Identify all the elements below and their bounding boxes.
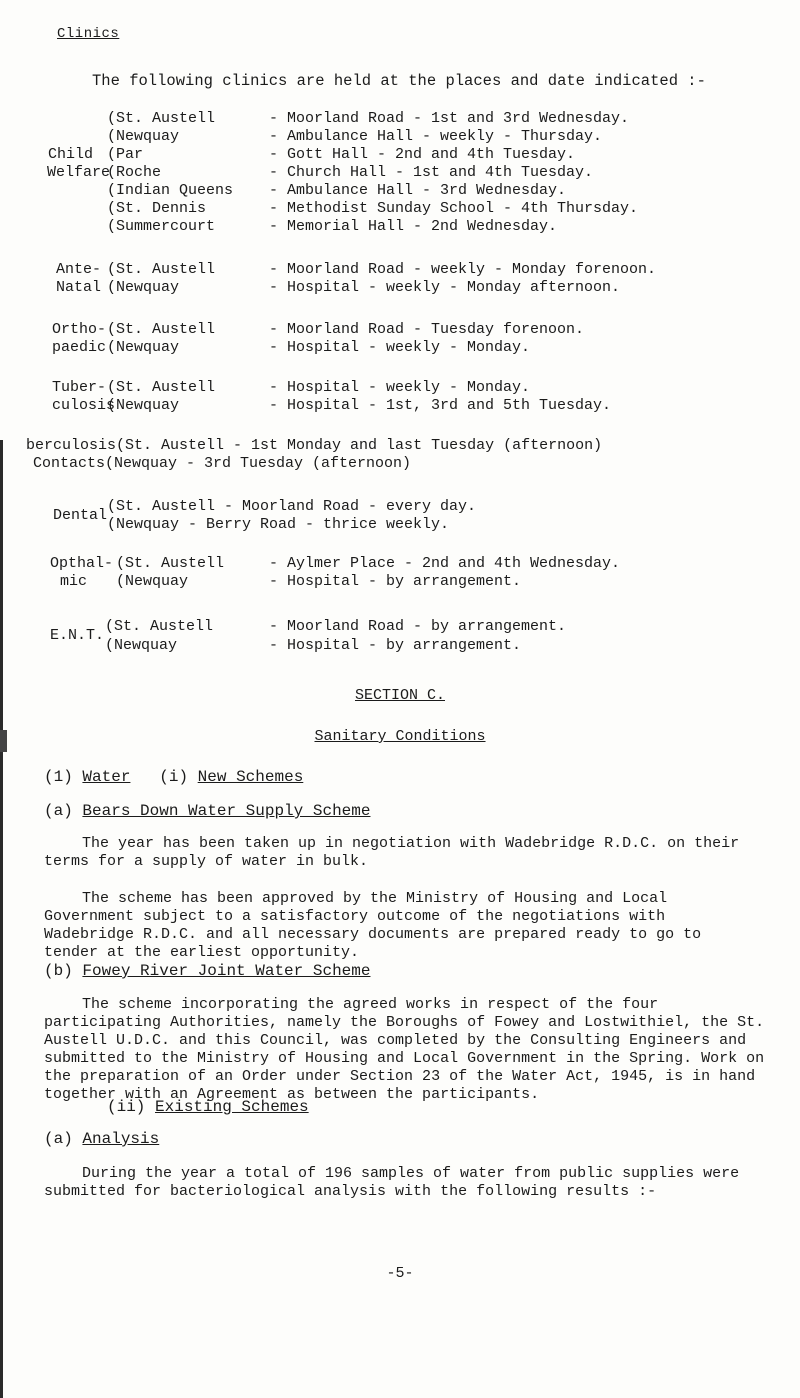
- clinic-row: (Summercourt - Memorial Hall - 2nd Wednesday.: [107, 218, 558, 235]
- intro-text: The following clinics are held at the places and date indicated :-: [92, 72, 706, 90]
- clinic-row: (Newquay - Ambulance Hall - weekly - Thursday.: [107, 128, 603, 145]
- section-subtitle: Sanitary Conditions: [314, 728, 486, 745]
- page-header: Clinics: [57, 26, 120, 42]
- contacts-line-1: berculosis(St. Austell - 1st Monday and last Tuesday (afternoon): [26, 437, 603, 454]
- clinic-row: (St. Austell - Moorland Road - Tuesday forenoon.: [107, 321, 585, 338]
- contacts-line-2: Contacts(Newquay - 3rd Tuesday (afternoon): [33, 455, 412, 472]
- clinic-row: (St. Austell - Moorland Road - by arrangement.: [105, 618, 567, 635]
- analysis-paragraph: During the year a total of 196 samples of water from public supplies were submitted for bacteriological analysis with the following results :-: [44, 1165, 740, 1200]
- clinic-row: (St. Dennis - Methodist Sunday School - 4th Thursday.: [107, 200, 639, 217]
- scheme-a-heading: (a) Bears Down Water Supply Scheme: [44, 802, 371, 820]
- clinic-row: (Par - Gott Hall - 2nd and 4th Tuesday.: [107, 146, 576, 163]
- group-label: Natal: [56, 279, 102, 296]
- group-label: Tuber-: [52, 379, 107, 396]
- scheme-b-paragraph: The scheme incorporating the agreed works in respect of the four participating Authorities, namely the Boroughs of Fowey and Lostwithiel, the St. Austell U.D.C. and this Council, was completed by the Consulting Engineers and submitted to the Ministry of Housing and Local Government in the Spring. Work on the preparation of an Order under Section 23 of the Water Act, 1945, is in hand together with an Agreement as between the participants.: [44, 996, 765, 1103]
- clinic-row: (Roche - Church Hall - 1st and 4th Tuesday.: [107, 164, 594, 181]
- clinic-row: (St. Austell - Moorland Road - 1st and 3rd Wednesday.: [107, 110, 630, 127]
- clinic-row: (St. Austell - Hospital - weekly - Monday.: [107, 379, 531, 396]
- clinic-row: (Newquay - Berry Road - thrice weekly.: [107, 516, 450, 533]
- group-label: Welfare: [47, 164, 111, 181]
- group-label: mic: [60, 573, 88, 590]
- clinic-row: (Newquay - Hospital - weekly - Monday afternoon.: [107, 279, 621, 296]
- group-label: Child: [48, 146, 94, 163]
- clinic-row: (Indian Queens - Ambulance Hall - 3rd Wednesday.: [107, 182, 567, 199]
- group-label: culosis: [52, 397, 116, 414]
- clinic-row: (Newquay - Hospital - weekly - Monday.: [107, 339, 531, 356]
- existing-schemes-heading: (ii) Existing Schemes: [107, 1098, 309, 1116]
- scheme-a-paragraph-1: The year has been taken up in negotiation with Wadebridge R.D.C. on their terms for a supply of water in bulk.: [44, 835, 740, 870]
- scheme-a-paragraph-2: The scheme has been approved by the Ministry of Housing and Local Government subject to a satisfactory outcome of the negotiations with Wadebridge R.D.C. and all necessary documents are prepared ready to go to tender at the earliest opportunity.: [44, 890, 702, 961]
- group-label: paedic: [52, 339, 107, 356]
- group-label: Ortho-: [52, 321, 107, 338]
- scan-edge-shadow: [0, 440, 3, 1398]
- page-number: -5-: [386, 1265, 414, 1282]
- scheme-b-heading: (b) Fowey River Joint Water Scheme: [44, 962, 371, 980]
- section-title: SECTION C.: [354, 687, 445, 704]
- clinic-row: (Newquay - Hospital - 1st, 3rd and 5th Tuesday.: [107, 397, 612, 414]
- clinic-row: (Newquay - Hospital - by arrangement.: [116, 573, 522, 590]
- group-label: Ante-: [56, 261, 102, 278]
- analysis-heading: (a) Analysis: [44, 1130, 160, 1148]
- clinic-row: (Newquay - Hospital - by arrangement.: [105, 637, 522, 654]
- clinic-row: (St. Austell - Moorland Road - weekly - Monday forenoon.: [107, 261, 657, 278]
- group-label: Dental: [53, 507, 108, 524]
- clinic-row: (St. Austell - Moorland Road - every day.: [107, 498, 477, 515]
- clinic-row: (St. Austell - Aylmer Place - 2nd and 4th Wednesday.: [116, 555, 621, 572]
- group-label: E.N.T.: [50, 627, 105, 644]
- water-heading: (1) Water (i) New Schemes: [44, 768, 304, 786]
- group-label: Opthal-: [50, 555, 114, 572]
